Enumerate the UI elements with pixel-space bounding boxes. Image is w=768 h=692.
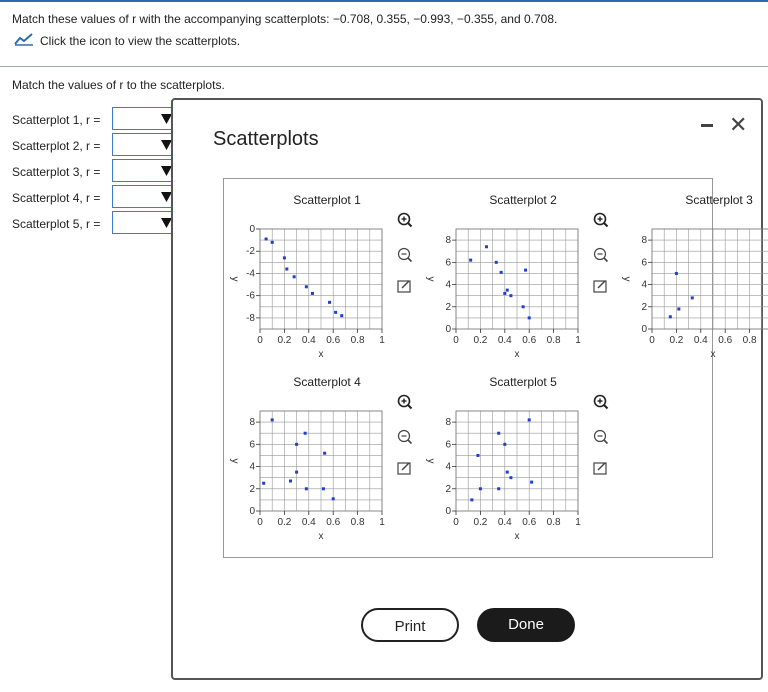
x-axis-label: x bbox=[514, 349, 520, 360]
zoom-out-handle bbox=[408, 440, 412, 444]
y-tick-label: -6 bbox=[246, 290, 255, 302]
y-tick-label: 8 bbox=[249, 417, 255, 429]
y-tick-label: 2 bbox=[641, 301, 647, 313]
data-point bbox=[283, 256, 286, 259]
plot-title: Scatterplot 4 bbox=[293, 375, 361, 389]
y-tick-label: 0 bbox=[641, 324, 647, 335]
x-tick-label: 0.8 bbox=[546, 335, 561, 346]
y-tick-label: 0 bbox=[445, 324, 451, 335]
x-tick-label: 0.6 bbox=[326, 517, 341, 528]
y-tick-label: 8 bbox=[445, 235, 451, 247]
x-tick-label: 0.6 bbox=[522, 517, 537, 528]
zoom-out-handle bbox=[604, 258, 608, 262]
x-tick-label: 0 bbox=[453, 335, 459, 346]
scatterplots-canvas bbox=[224, 179, 757, 557]
row-label: Scatterplot 4, r = bbox=[12, 191, 101, 205]
view-scatterplots-link[interactable] bbox=[14, 32, 240, 49]
zoom-out-icon[interactable] bbox=[399, 249, 412, 262]
data-point bbox=[503, 292, 506, 295]
y-tick-label: 6 bbox=[445, 257, 451, 269]
zoom-in-icon[interactable] bbox=[595, 396, 608, 409]
x-tick-label: 0 bbox=[649, 335, 655, 346]
y-tick-label: 6 bbox=[445, 439, 451, 451]
y-tick-label: 4 bbox=[249, 461, 255, 473]
x-tick-label: 0.2 bbox=[277, 335, 292, 346]
r-select-3[interactable] bbox=[112, 159, 176, 182]
x-tick-label: 0.4 bbox=[301, 335, 316, 346]
data-point bbox=[469, 259, 472, 262]
close-icon[interactable]: ✕ bbox=[729, 112, 748, 137]
x-tick-label: 0.2 bbox=[277, 517, 292, 528]
data-point bbox=[285, 268, 288, 271]
y-axis-label: y bbox=[425, 276, 436, 282]
match-prompt: Match the values of r to the scatterplots. bbox=[12, 78, 225, 92]
popout-icon[interactable] bbox=[398, 463, 410, 474]
x-axis-label: x bbox=[318, 531, 324, 542]
data-point bbox=[340, 314, 343, 317]
x-tick-label: 0 bbox=[257, 335, 263, 346]
minimize-icon[interactable] bbox=[701, 124, 713, 127]
data-point bbox=[289, 480, 292, 483]
plot-title: Scatterplot 2 bbox=[489, 193, 557, 207]
data-point bbox=[328, 301, 331, 304]
divider bbox=[0, 66, 768, 67]
plot-title: Scatterplot 5 bbox=[489, 375, 557, 389]
plot-frame bbox=[652, 229, 768, 329]
x-tick-label: 0.2 bbox=[473, 335, 488, 346]
data-point bbox=[332, 497, 335, 500]
data-point bbox=[470, 498, 473, 501]
data-point bbox=[271, 418, 274, 421]
data-point bbox=[528, 316, 531, 319]
question-text: Match these values of r with the accompanying scatterplots: −0.708, 0.355, −0.993, −0.355, and 0.708. bbox=[12, 12, 558, 26]
zoom-in-handle bbox=[604, 223, 608, 227]
scatterplots-panel bbox=[223, 178, 757, 558]
x-tick-label: 0.6 bbox=[326, 335, 341, 346]
x-tick-label: 0.4 bbox=[497, 517, 512, 528]
popout-arrow bbox=[598, 463, 605, 470]
done-button[interactable]: Done bbox=[477, 608, 575, 642]
data-point bbox=[334, 311, 337, 314]
data-point bbox=[509, 294, 512, 297]
data-point bbox=[265, 238, 268, 241]
x-tick-label: 0 bbox=[257, 517, 263, 528]
x-tick-label: 0.4 bbox=[693, 335, 708, 346]
x-axis-label: x bbox=[710, 349, 716, 360]
data-point bbox=[524, 269, 527, 272]
print-button[interactable]: Print bbox=[361, 608, 459, 642]
zoom-in-icon[interactable] bbox=[399, 214, 412, 227]
y-tick-label: 6 bbox=[249, 439, 255, 451]
y-tick-label: 4 bbox=[445, 279, 451, 291]
scatterplot-3 bbox=[621, 193, 768, 360]
data-point bbox=[322, 487, 325, 490]
popout-arrow bbox=[598, 281, 605, 288]
zoom-in-handle bbox=[604, 405, 608, 409]
y-axis-label: y bbox=[229, 276, 240, 282]
y-tick-label: 0 bbox=[249, 506, 255, 517]
y-tick-label: 2 bbox=[249, 483, 255, 495]
data-point bbox=[497, 487, 500, 490]
zoom-in-icon[interactable] bbox=[399, 396, 412, 409]
scatterplot-5 bbox=[425, 375, 608, 542]
x-tick-label: 0.6 bbox=[522, 335, 537, 346]
data-point bbox=[497, 432, 500, 435]
data-point bbox=[669, 315, 672, 318]
y-axis-label: y bbox=[621, 276, 632, 282]
y-tick-label: -8 bbox=[246, 312, 255, 324]
zoom-out-handle bbox=[408, 258, 412, 262]
data-point bbox=[295, 443, 298, 446]
data-point bbox=[476, 454, 479, 457]
data-point bbox=[506, 289, 509, 292]
top-accent-line bbox=[0, 0, 768, 2]
r-select-4[interactable] bbox=[112, 185, 176, 208]
scatterplot-2 bbox=[425, 193, 608, 360]
y-tick-label: 2 bbox=[445, 301, 451, 313]
data-point bbox=[262, 482, 265, 485]
y-tick-label: 8 bbox=[445, 417, 451, 429]
scatterplot-4 bbox=[229, 375, 412, 542]
y-tick-label: 8 bbox=[641, 235, 647, 247]
x-tick-label: 0.8 bbox=[742, 335, 757, 346]
r-select-2[interactable] bbox=[112, 133, 176, 156]
plot-title: Scatterplot 1 bbox=[293, 193, 361, 207]
popout-icon[interactable] bbox=[398, 281, 410, 292]
data-point bbox=[479, 487, 482, 490]
x-tick-label: 0.6 bbox=[718, 335, 733, 346]
popout-icon[interactable] bbox=[594, 463, 606, 474]
x-tick-label: 1 bbox=[575, 517, 581, 528]
data-point bbox=[323, 452, 326, 455]
row-label: Scatterplot 2, r = bbox=[12, 139, 101, 153]
data-point bbox=[305, 285, 308, 288]
dialog-title: Scatterplots bbox=[213, 128, 319, 150]
data-point bbox=[500, 271, 503, 274]
row-label: Scatterplot 1, r = bbox=[12, 113, 101, 127]
y-axis-label: y bbox=[229, 458, 240, 464]
y-tick-label: 4 bbox=[641, 279, 647, 291]
zoom-out-icon[interactable] bbox=[399, 431, 412, 444]
zoom-in-icon[interactable] bbox=[595, 214, 608, 227]
plot-title: Scatterplot 3 bbox=[685, 193, 753, 207]
y-tick-label: 0 bbox=[249, 224, 255, 235]
data-point bbox=[691, 296, 694, 299]
y-tick-label: 0 bbox=[445, 506, 451, 517]
data-point bbox=[506, 471, 509, 474]
x-tick-label: 1 bbox=[575, 335, 581, 346]
data-point bbox=[503, 443, 506, 446]
zoom-out-icon[interactable] bbox=[595, 431, 608, 444]
y-tick-label: 6 bbox=[641, 257, 647, 269]
data-point bbox=[530, 481, 533, 484]
data-point bbox=[305, 487, 308, 490]
row-label: Scatterplot 5, r = bbox=[12, 217, 101, 231]
r-select-5[interactable] bbox=[112, 211, 176, 234]
zoom-in-handle bbox=[408, 405, 412, 409]
chart-icon[interactable] bbox=[14, 32, 34, 49]
x-tick-label: 0.4 bbox=[301, 517, 316, 528]
x-tick-label: 0.8 bbox=[350, 517, 365, 528]
x-tick-label: 0.8 bbox=[546, 517, 561, 528]
x-tick-label: 1 bbox=[379, 517, 385, 528]
x-axis-label: x bbox=[318, 349, 324, 360]
data-point bbox=[311, 292, 314, 295]
scatterplots-dialog bbox=[171, 98, 763, 680]
data-point bbox=[293, 275, 296, 278]
y-tick-label: 4 bbox=[445, 461, 451, 473]
data-point bbox=[522, 305, 525, 308]
data-point bbox=[528, 418, 531, 421]
data-point bbox=[295, 471, 298, 474]
y-tick-label: 2 bbox=[445, 483, 451, 495]
x-tick-label: 0.4 bbox=[497, 335, 512, 346]
x-tick-label: 0.2 bbox=[473, 517, 488, 528]
data-point bbox=[495, 261, 498, 264]
x-axis-label: x bbox=[514, 531, 520, 542]
row-label: Scatterplot 3, r = bbox=[12, 165, 101, 179]
data-point bbox=[485, 245, 488, 248]
popout-icon[interactable] bbox=[594, 281, 606, 292]
view-scatterplots-text[interactable]: Click the icon to view the scatterplots. bbox=[40, 33, 241, 48]
y-tick-label: -4 bbox=[246, 268, 255, 280]
x-tick-label: 0.2 bbox=[669, 335, 684, 346]
r-select-1[interactable] bbox=[112, 107, 176, 130]
data-point bbox=[509, 476, 512, 479]
x-tick-label: 0 bbox=[453, 517, 459, 528]
y-axis-label: y bbox=[425, 458, 436, 464]
popout-arrow bbox=[402, 281, 409, 288]
zoom-out-handle bbox=[604, 440, 608, 444]
data-point bbox=[677, 308, 680, 311]
zoom-out-icon[interactable] bbox=[595, 249, 608, 262]
x-tick-label: 1 bbox=[379, 335, 385, 346]
data-point bbox=[304, 432, 307, 435]
popout-arrow bbox=[402, 463, 409, 470]
data-point bbox=[271, 241, 274, 244]
y-tick-label: -2 bbox=[246, 246, 255, 258]
zoom-in-handle bbox=[408, 223, 412, 227]
x-tick-label: 0.8 bbox=[350, 335, 365, 346]
scatterplot-1 bbox=[229, 193, 412, 360]
data-point bbox=[675, 272, 678, 275]
